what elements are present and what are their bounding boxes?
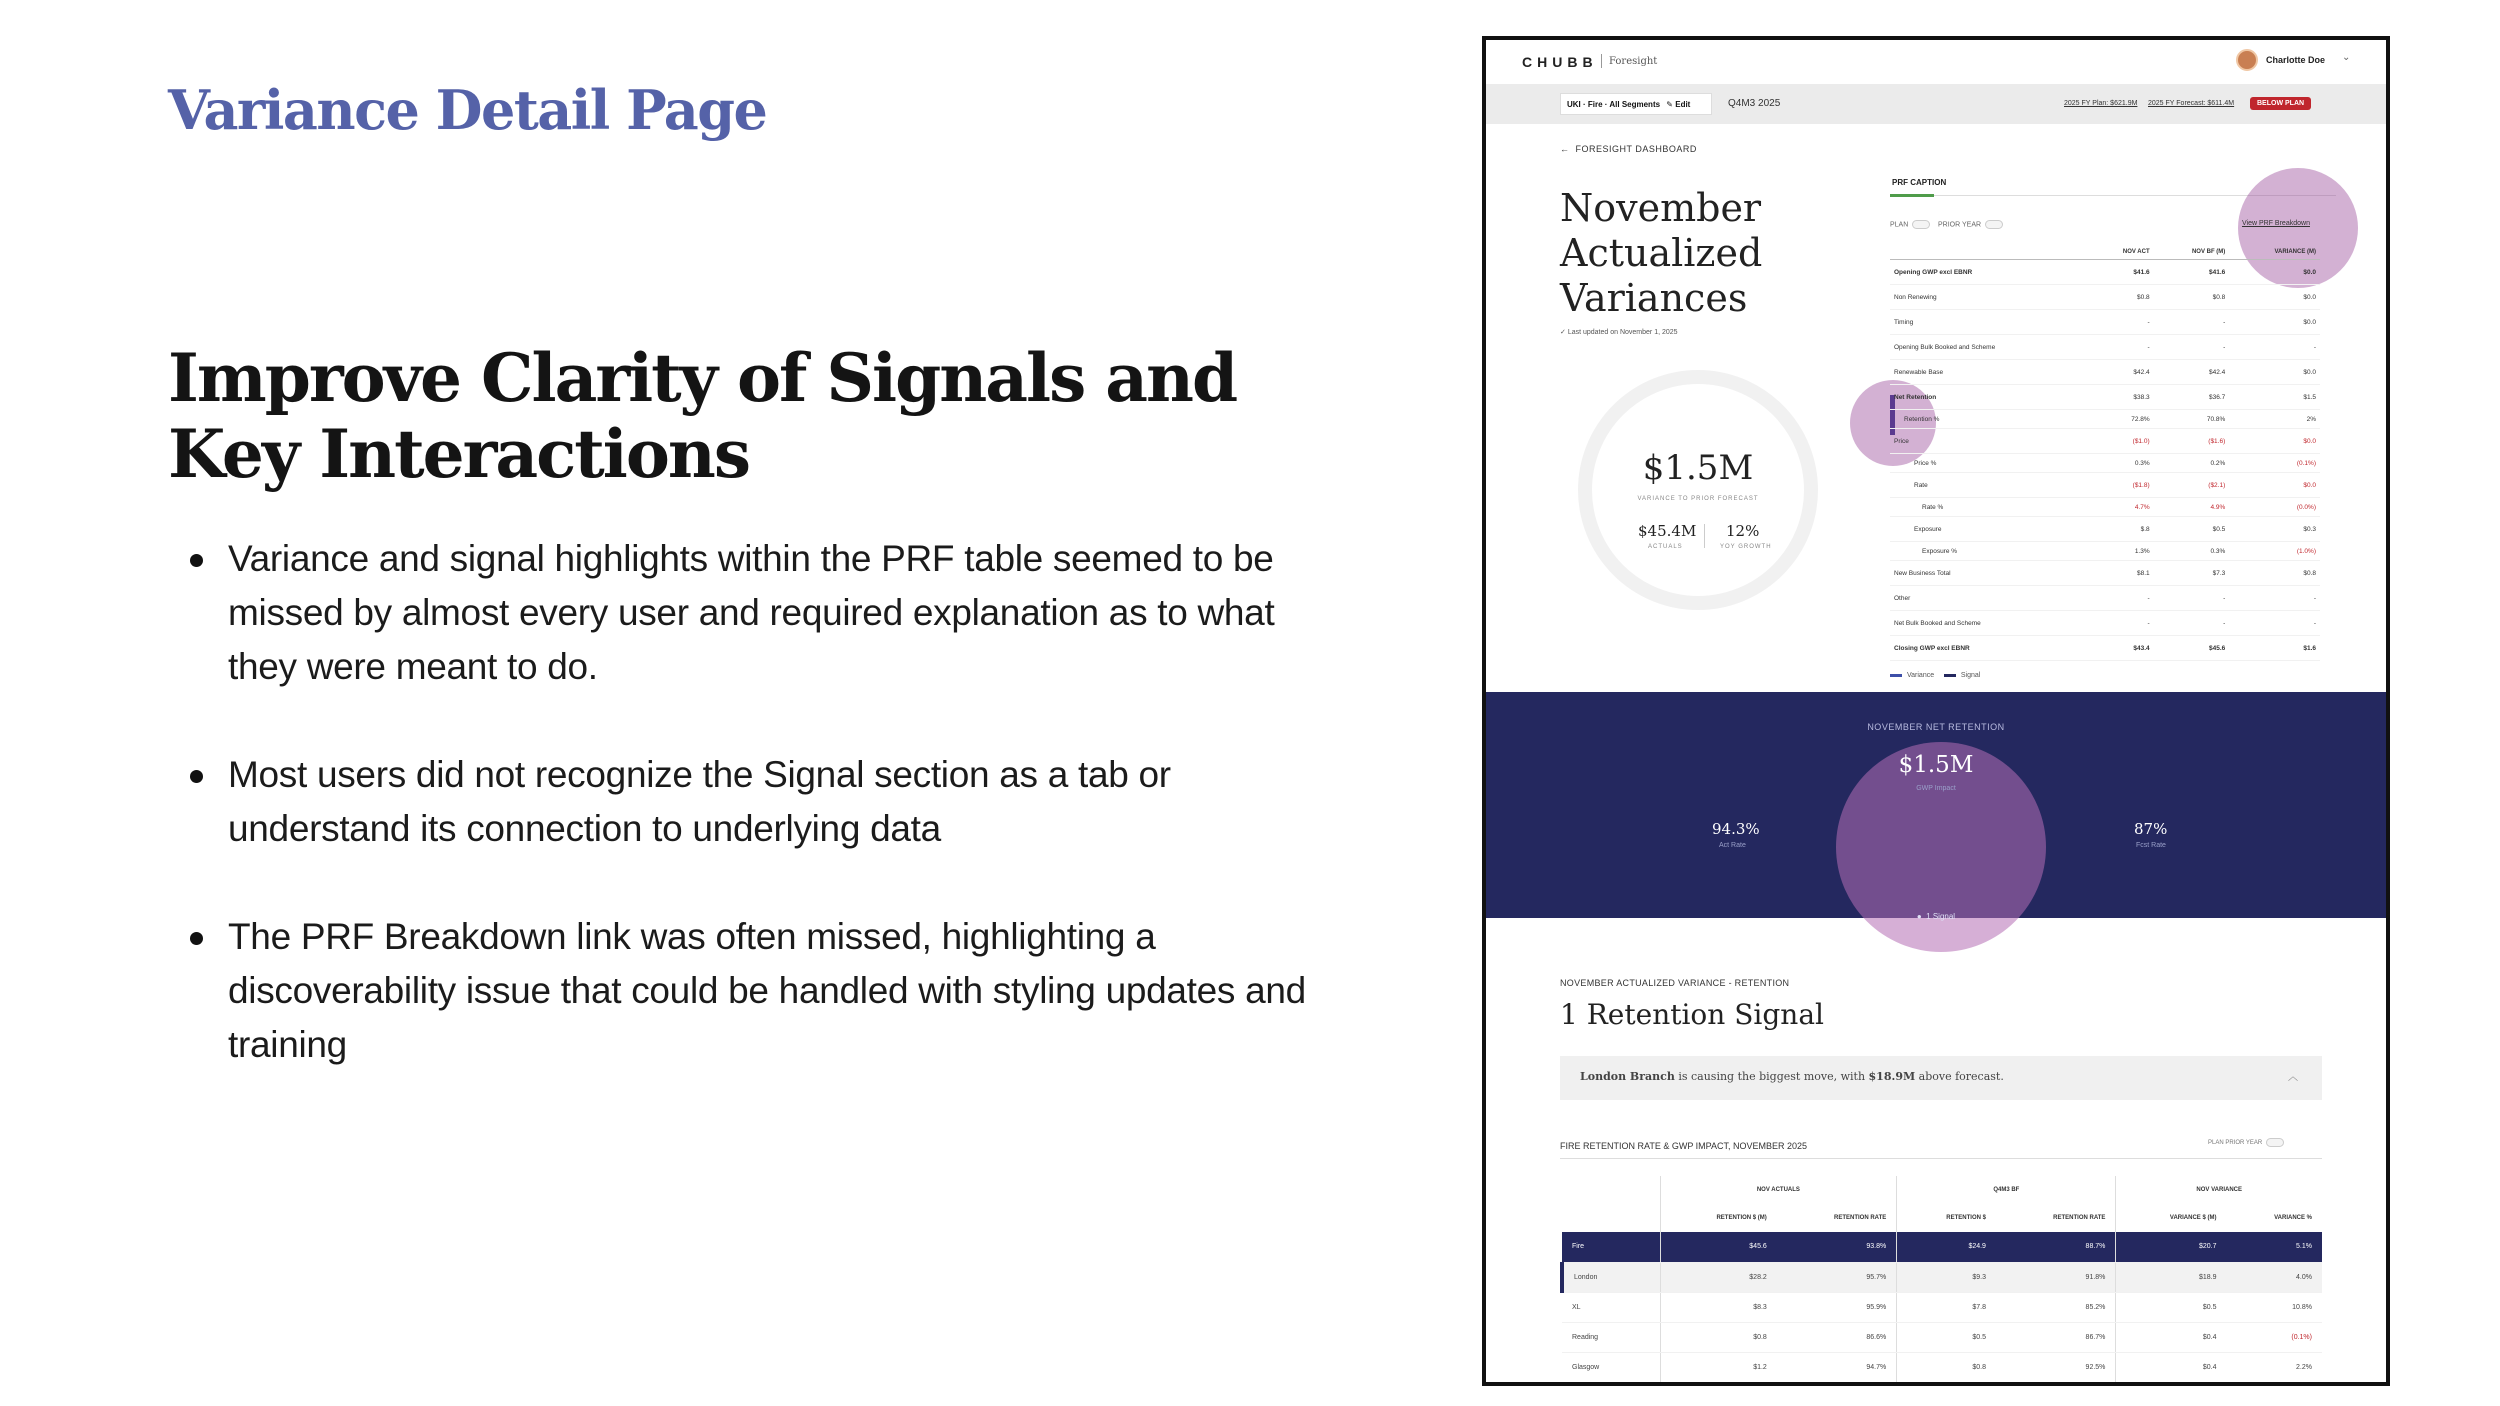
column-header: RETENTION RATE bbox=[2053, 1215, 2106, 1221]
table-row[interactable] bbox=[1890, 285, 2320, 310]
table-cell: 93.8% bbox=[1777, 1232, 1897, 1262]
slide-title: Variance Detail Page bbox=[168, 78, 767, 142]
table-cell: 91.8% bbox=[1996, 1262, 2116, 1292]
row-label: Rate % bbox=[1890, 498, 2090, 517]
nov-act-cell: $43.4 bbox=[2090, 636, 2154, 661]
section-heading: Improve Clarity of Signals and Key Interactions bbox=[168, 339, 1237, 493]
table-row[interactable] bbox=[1562, 1292, 2322, 1322]
table-header-row bbox=[1890, 245, 2320, 260]
table-cell: $24.9 bbox=[1897, 1232, 1996, 1262]
quarter-label: Q4M3 2025 bbox=[1728, 98, 1781, 109]
empty-header bbox=[1562, 1176, 1660, 1204]
fcst-rate-label: Fcst Rate bbox=[2136, 842, 2166, 849]
signal-banner[interactable] bbox=[1560, 1056, 2322, 1100]
plan-toggle-label: PLAN bbox=[1890, 221, 1909, 229]
variance-cell: $0.3 bbox=[2229, 517, 2320, 542]
prf-breakdown-link[interactable]: View PRF Breakdown bbox=[2242, 220, 2310, 227]
signal-tab[interactable] bbox=[1486, 912, 2386, 921]
retention-toggles[interactable] bbox=[2208, 1138, 2284, 1147]
nov-act-cell: 1.3% bbox=[2090, 542, 2154, 561]
table-cell: $0.8 bbox=[1660, 1322, 1777, 1352]
table-row[interactable] bbox=[1890, 385, 2320, 410]
back-link[interactable] bbox=[1560, 144, 1697, 154]
nov-act-cell: 4.7% bbox=[2090, 498, 2154, 517]
signal-title: 1 Retention Signal bbox=[1560, 998, 1824, 1031]
nov-act-cell: - bbox=[2090, 310, 2154, 335]
nov-bf-cell: $45.6 bbox=[2154, 636, 2230, 661]
toggle-switch[interactable] bbox=[1912, 220, 1930, 229]
net-retention-band bbox=[1486, 692, 2386, 921]
table-cell: 85.2% bbox=[1996, 1292, 2116, 1322]
table-cell: $0.4 bbox=[2116, 1322, 2227, 1352]
divider bbox=[1560, 1158, 2322, 1159]
retention-table bbox=[1560, 1176, 2322, 1383]
kpi-divider bbox=[1704, 524, 1705, 548]
table-row[interactable] bbox=[1890, 410, 2320, 429]
table-row[interactable] bbox=[1890, 335, 2320, 360]
edit-link[interactable]: Edit bbox=[1675, 100, 1691, 109]
variance-cell: (0.1%) bbox=[2229, 454, 2320, 473]
variance-cell: $0.0 bbox=[2229, 310, 2320, 335]
nov-act-cell: ($1.0) bbox=[2090, 429, 2154, 454]
column-group-header: NOV ACTUALS bbox=[1660, 1176, 1897, 1204]
variance-cell: $0.0 bbox=[2229, 360, 2320, 385]
kpi-value: $1.5M bbox=[1642, 448, 1754, 488]
nov-act-cell: ($1.8) bbox=[2090, 473, 2154, 498]
table-cell: 95.7% bbox=[1777, 1262, 1897, 1292]
retention-table-title: FIRE RETENTION RATE & GWP IMPACT, NOVEMBER 2025 bbox=[1560, 1141, 1808, 1151]
variance-cell: $0.0 bbox=[2229, 473, 2320, 498]
table-cell: 5.1% bbox=[2226, 1232, 2322, 1262]
table-row[interactable] bbox=[1890, 429, 2320, 454]
tab-prf-caption[interactable]: PRF CAPTION bbox=[1892, 178, 1947, 187]
act-rate-label: Act Rate bbox=[1719, 842, 1746, 849]
table-cell: $0.8 bbox=[1897, 1352, 1996, 1382]
gwp-impact-value: $1.5M bbox=[1898, 752, 1974, 778]
column-group-header: Q4M3 BF bbox=[1897, 1176, 2116, 1204]
arrow-left-icon: ← bbox=[1560, 144, 1576, 154]
table-row[interactable] bbox=[1890, 636, 2320, 661]
table-row[interactable] bbox=[1890, 260, 2320, 285]
prf-table bbox=[1890, 245, 2320, 661]
active-tab-indicator bbox=[1890, 194, 1934, 197]
nov-act-cell: $.8 bbox=[2090, 517, 2154, 542]
nov-bf-cell: 0.2% bbox=[2154, 454, 2230, 473]
nov-bf-cell: 4.9% bbox=[2154, 498, 2230, 517]
nov-act-cell: $0.8 bbox=[2090, 285, 2154, 310]
row-label: Exposure bbox=[1890, 517, 2090, 542]
row-label: Reading bbox=[1562, 1322, 1660, 1352]
check-icon: ✓ bbox=[1560, 329, 1568, 336]
chevron-down-icon[interactable]: ⌄ bbox=[2342, 52, 2351, 63]
row-label: XL bbox=[1562, 1292, 1660, 1322]
table-cell: 4.0% bbox=[2226, 1262, 2322, 1292]
nov-bf-cell: ($2.1) bbox=[2154, 473, 2230, 498]
table-row[interactable] bbox=[1562, 1232, 2322, 1262]
row-label: Price % bbox=[1890, 454, 2090, 473]
table-cell: 94.7% bbox=[1777, 1352, 1897, 1382]
nov-bf-cell: 70.8% bbox=[2154, 410, 2230, 429]
nov-act-cell: $41.6 bbox=[2090, 260, 2154, 285]
table-cell: $7.8 bbox=[1897, 1292, 1996, 1322]
back-link-label: FORESIGHT DASHBOARD bbox=[1575, 144, 1697, 154]
brand-logo[interactable]: CHUBB bbox=[1522, 54, 1598, 70]
row-label: Other bbox=[1890, 586, 2090, 611]
act-rate-value: 94.3% bbox=[1712, 820, 1760, 838]
actuals-label: ACTUALS bbox=[1648, 544, 1683, 550]
nov-bf-cell: $7.3 bbox=[2154, 561, 2230, 586]
ui-mockup-screenshot bbox=[1482, 36, 2390, 1386]
retention-toggles-label: PLAN PRIOR YEAR bbox=[2208, 1140, 2263, 1147]
column-header: RETENTION $ (M) bbox=[1660, 1204, 1777, 1232]
variance-cell: 2% bbox=[2229, 410, 2320, 429]
table-row[interactable] bbox=[1890, 360, 2320, 385]
column-header: NOV BF (M) bbox=[2191, 249, 2226, 255]
finding-item: Variance and signal highlights within the PRF table seemed to be missed by almost every user and required explanation as to what they were meant to do. bbox=[190, 532, 1350, 694]
table-cell: 10.8% bbox=[2226, 1292, 2322, 1322]
chevron-up-icon[interactable]: ︿ bbox=[2288, 1072, 2298, 1083]
top-nav bbox=[1486, 40, 2386, 80]
nov-bf-cell: $42.4 bbox=[2154, 360, 2230, 385]
row-label: Price bbox=[1890, 429, 2090, 454]
nov-act-cell: - bbox=[2090, 335, 2154, 360]
finding-item: Most users did not recognize the Signal section as a tab or understand its connection to underlying data bbox=[190, 748, 1350, 856]
column-group-header: NOV VARIANCE bbox=[2116, 1176, 2322, 1204]
table-cell: $0.5 bbox=[2116, 1292, 2227, 1322]
row-label: Non Renewing bbox=[1890, 285, 2090, 310]
table-row[interactable] bbox=[1890, 586, 2320, 611]
table-cell: $18.9 bbox=[2116, 1262, 2227, 1292]
legend-swatch-signal bbox=[1944, 674, 1956, 677]
column-header: VARIANCE (M) bbox=[2274, 249, 2316, 255]
variance-cell: $1.6 bbox=[2229, 636, 2320, 661]
nov-bf-cell: - bbox=[2154, 611, 2230, 636]
row-label: Net Bulk Booked and Scheme bbox=[1890, 611, 2090, 636]
plan-toggle[interactable] bbox=[1890, 220, 1930, 229]
table-cell: 2.2% bbox=[2226, 1352, 2322, 1382]
row-label: Fire bbox=[1562, 1232, 1660, 1262]
variance-cell: (1.0%) bbox=[2229, 542, 2320, 561]
table-cell: 86.6% bbox=[1777, 1322, 1897, 1352]
table-cell: $45.6 bbox=[1660, 1232, 1777, 1262]
table-row[interactable] bbox=[1890, 473, 2320, 498]
variance-cell: $0.0 bbox=[2229, 285, 2320, 310]
last-updated bbox=[1560, 328, 1678, 336]
legend-label: Signal bbox=[1960, 672, 1981, 679]
signal-tab-label: 1 Signal bbox=[1926, 912, 1956, 921]
variance-cell: (0.0%) bbox=[2229, 498, 2320, 517]
avatar[interactable] bbox=[2236, 49, 2258, 71]
table-row[interactable] bbox=[1890, 517, 2320, 542]
table-row[interactable] bbox=[1890, 561, 2320, 586]
table-cell: 95.9% bbox=[1777, 1292, 1897, 1322]
row-label: Renewable Base bbox=[1890, 360, 2090, 385]
row-label: London bbox=[1562, 1262, 1660, 1292]
kpi-caption: VARIANCE TO PRIOR FORECAST bbox=[1637, 496, 1759, 502]
toggle-switch[interactable] bbox=[2266, 1138, 2284, 1147]
column-header: VARIANCE % bbox=[2274, 1215, 2312, 1221]
table-cell: 92.5% bbox=[1996, 1352, 2116, 1382]
row-label: Closing GWP excl EBNR bbox=[1890, 636, 2090, 661]
last-updated-label: Last updated on November 1, 2025 bbox=[1567, 329, 1678, 336]
empty-header bbox=[1562, 1204, 1660, 1232]
nov-act-cell: - bbox=[2090, 611, 2154, 636]
nov-bf-cell: $41.6 bbox=[2154, 260, 2230, 285]
table-cell: $1.2 bbox=[1660, 1352, 1777, 1382]
row-label: Opening GWP excl EBNR bbox=[1890, 260, 2090, 285]
actuals-value: $45.4M bbox=[1638, 522, 1697, 540]
app-name: Foresight bbox=[1609, 56, 1658, 67]
signal-text-end: above forecast. bbox=[1915, 1070, 2004, 1083]
fy-forecast-link[interactable]: 2025 FY Forecast: $611.4M bbox=[2148, 100, 2235, 107]
column-header: RETENTION RATE bbox=[1834, 1215, 1887, 1221]
variance-cell: - bbox=[2229, 586, 2320, 611]
yoy-label: YOY GROWTH bbox=[1720, 544, 1772, 550]
table-cell: 88.7% bbox=[1996, 1232, 2116, 1262]
status-badge: BELOW PLAN bbox=[2250, 97, 2311, 110]
nov-act-cell: $42.4 bbox=[2090, 360, 2154, 385]
nov-act-cell: $8.1 bbox=[2090, 561, 2154, 586]
user-name[interactable]: Charlotte Doe bbox=[2266, 55, 2326, 65]
table-cell: (0.1%) bbox=[2226, 1322, 2322, 1352]
variance-cell: $0.8 bbox=[2229, 561, 2320, 586]
variance-kpi-ring bbox=[1578, 370, 1818, 610]
table-cell: $9.3 bbox=[1897, 1262, 1996, 1292]
nov-act-cell: - bbox=[2090, 586, 2154, 611]
prior-year-toggle[interactable] bbox=[1938, 220, 2003, 229]
column-header: VARIANCE $ (M) bbox=[2116, 1204, 2227, 1232]
nov-act-cell: $38.3 bbox=[2090, 385, 2154, 410]
filter-bar bbox=[1486, 84, 2386, 124]
prf-legend bbox=[1890, 672, 1980, 679]
variance-cell: $0.0 bbox=[2229, 260, 2320, 285]
table-cell: 86.7% bbox=[1996, 1322, 2116, 1352]
legend-swatch-variance bbox=[1890, 674, 1902, 677]
table-row[interactable] bbox=[1890, 310, 2320, 335]
variance-cell: $0.0 bbox=[2229, 429, 2320, 454]
table-cell: $0.4 bbox=[2116, 1352, 2227, 1382]
signal-text: is causing the biggest move, with bbox=[1674, 1070, 1869, 1083]
row-label: Opening Bulk Booked and Scheme bbox=[1890, 335, 2090, 360]
segment-filter[interactable] bbox=[1560, 93, 1712, 115]
column-header: RETENTION $ bbox=[1897, 1204, 1996, 1232]
nov-bf-cell: - bbox=[2154, 310, 2230, 335]
variance-cell: $1.5 bbox=[2229, 385, 2320, 410]
dot-icon: ● bbox=[1916, 912, 1927, 921]
column-header: NOV ACT bbox=[2122, 249, 2150, 255]
variance-cell: - bbox=[2229, 335, 2320, 360]
group-header-row bbox=[1562, 1176, 2322, 1204]
signal-branch: London Branch bbox=[1580, 1070, 1675, 1083]
variance-cell: - bbox=[2229, 611, 2320, 636]
finding-item: The PRF Breakdown link was often missed, highlighting a discoverability issue that could be handled with styling updates and training bbox=[190, 910, 1350, 1072]
nov-bf-cell: $0.8 bbox=[2154, 285, 2230, 310]
row-label: Rate bbox=[1890, 473, 2090, 498]
prior-year-toggle-label: PRIOR YEAR bbox=[1938, 221, 1982, 229]
nov-bf-cell: $36.7 bbox=[2154, 385, 2230, 410]
table-cell: $8.3 bbox=[1660, 1292, 1777, 1322]
row-label: New Business Total bbox=[1890, 561, 2090, 586]
table-cell: $20.7 bbox=[2116, 1232, 2227, 1262]
nov-bf-cell: - bbox=[2154, 586, 2230, 611]
gwp-impact-label: GWP Impact bbox=[1916, 785, 1956, 792]
signal-kicker: NOVEMBER ACTUALIZED VARIANCE - RETENTION bbox=[1560, 978, 1790, 988]
row-label: Net Retention bbox=[1890, 385, 2090, 410]
nov-act-cell: 72.8% bbox=[2090, 410, 2154, 429]
sub-header-row bbox=[1562, 1204, 2322, 1232]
nov-bf-cell: - bbox=[2154, 335, 2230, 360]
table-cell: $28.2 bbox=[1660, 1262, 1777, 1292]
nov-bf-cell: 0.3% bbox=[2154, 542, 2230, 561]
row-label: Retention % bbox=[1890, 410, 2090, 429]
table-row[interactable] bbox=[1562, 1352, 2322, 1382]
table-cell: $0.5 bbox=[1897, 1322, 1996, 1352]
filter-label: UKI · Fire · All Segments bbox=[1567, 100, 1661, 109]
table-row[interactable] bbox=[1890, 454, 2320, 473]
table-row[interactable] bbox=[1562, 1322, 2322, 1352]
logo-divider bbox=[1601, 54, 1602, 68]
table-row[interactable] bbox=[1890, 611, 2320, 636]
band-title: NOVEMBER NET RETENTION bbox=[1867, 722, 2005, 732]
nov-act-cell: 0.3% bbox=[2090, 454, 2154, 473]
row-label: Exposure % bbox=[1890, 542, 2090, 561]
row-label: Timing bbox=[1890, 310, 2090, 335]
fy-plan-link[interactable]: 2025 FY Plan: $621.9M bbox=[2064, 100, 2138, 107]
nov-bf-cell: $0.5 bbox=[2154, 517, 2230, 542]
nov-bf-cell: ($1.6) bbox=[2154, 429, 2230, 454]
table-row[interactable] bbox=[1890, 498, 2320, 517]
toggle-switch[interactable] bbox=[1985, 220, 2003, 229]
yoy-value: 12% bbox=[1726, 522, 1760, 540]
table-row[interactable] bbox=[1562, 1262, 2322, 1292]
row-label: Glasgow bbox=[1562, 1352, 1660, 1382]
table-row[interactable] bbox=[1890, 542, 2320, 561]
legend-label: Variance bbox=[1907, 672, 1935, 679]
findings-list bbox=[190, 532, 1350, 1126]
column-header bbox=[1890, 245, 2090, 260]
page-title: November Actualized Variances bbox=[1560, 186, 1763, 320]
signal-amount: $18.9M bbox=[1868, 1070, 1916, 1083]
edit-icon[interactable]: ✎ bbox=[1666, 100, 1673, 109]
fcst-rate-value: 87% bbox=[2134, 820, 2168, 838]
